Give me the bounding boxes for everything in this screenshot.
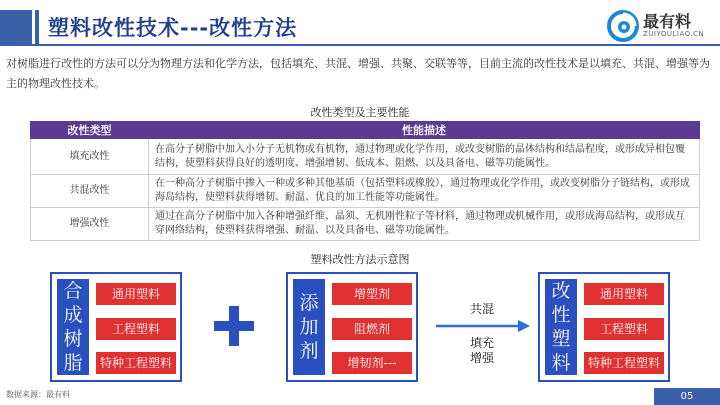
group-vertical-label: [57, 279, 89, 375]
item-pill: 阻燃剂: [332, 318, 412, 340]
item-pill: 通用塑料: [96, 283, 176, 305]
arrow-label-top: 共混: [469, 302, 494, 316]
data-source-note: 数据来源：最有料: [6, 390, 70, 399]
modified-plastic-group: [538, 272, 670, 382]
arrow-label-bottom: [432, 336, 532, 366]
row-desc-cell: 在一种高分子树脂中掺入一种或多种其他基质（包括塑料或橡胶），通过物理或化学作用，或改变树脂分子链结构，或形成海岛结构，使塑料获得增韧、耐温、优良的加工性能等功能属性。: [149, 175, 700, 208]
logo-name: 最有料: [643, 12, 692, 31]
additive-group: [286, 272, 418, 382]
table-row: [31, 208, 700, 241]
row-desc-cell: 通过在高分子树脂中加入各种增强纤维、晶须、无机刚性粒子等材料，通过物理或机械作用，或形成海岛结构，或形成互穿网络结构，使塑料获得增强、耐温、以及具备电、磁等功能属性。: [149, 208, 700, 241]
item-pill: 增韧剂---: [332, 352, 412, 374]
item-pill: 特种工程塑料: [96, 352, 176, 374]
right-arrow-icon: [432, 318, 532, 334]
table-title: 改性类型及主要性能: [310, 106, 410, 119]
header-divider: [0, 44, 720, 46]
label-char: 塑: [551, 328, 571, 350]
table-row: [31, 175, 700, 208]
modification-table: [30, 121, 700, 241]
column-header-type: 改性类型: [31, 122, 149, 139]
item-pill: 工程塑料: [96, 318, 176, 340]
label-char: 脂: [63, 352, 83, 374]
label-char: 树: [63, 328, 83, 350]
label-char: 料: [551, 352, 571, 374]
group-vertical-label: [545, 279, 577, 375]
process-arrow: [432, 300, 532, 370]
column-header-desc: 性能描述: [149, 122, 700, 139]
table-header-row: [31, 122, 700, 139]
logo-url: ZUIYOULIAO.CN: [643, 30, 705, 38]
synthetic-resin-group: [50, 272, 182, 382]
row-type-cell: 共混改性: [31, 175, 149, 208]
header-accent-stripe: [35, 10, 39, 44]
table-row: [31, 139, 700, 175]
brand-logo: [607, 6, 717, 44]
label-char: 剂: [299, 340, 319, 362]
row-type-cell: 填充改性: [31, 139, 149, 175]
intro-paragraph: 对树脂进行改性的方法可以分为物理方法和化学方法，包括填充、共混、增强、共聚、交联等等，目前主流的改性技术是以填充、共混、增强等为主的物理改性技术。: [6, 57, 710, 90]
logo-swirl-icon: [607, 10, 639, 42]
arrow-label-fill: 填充: [469, 336, 494, 350]
item-pill: 工程塑料: [584, 318, 664, 340]
label-char: 添: [299, 292, 319, 314]
page-number: 05: [654, 388, 720, 405]
item-pill: 特种工程塑料: [584, 352, 664, 374]
item-pill: 通用塑料: [584, 283, 664, 305]
header-accent-bar: [0, 10, 32, 44]
label-char: 加: [299, 316, 319, 338]
label-char: 成: [63, 304, 83, 326]
row-desc-cell: 在高分子树脂中加入小分子无机物或有机物，通过物理或化学作用，或改变树脂的晶体结构和结晶程度，或形成异相包覆结构，使塑料获得良好的透明度、增强增韧、低成本、阻燃、以及具备电、磁等功能属性。: [149, 139, 700, 175]
arrow-label-reinforce: 增强: [469, 351, 494, 365]
page-title: 塑料改性技术---改性方法: [48, 16, 298, 40]
diagram-title: 塑料改性方法示意图: [310, 253, 410, 266]
label-char: 改: [551, 280, 571, 302]
row-type-cell: 增强改性: [31, 208, 149, 241]
plus-icon: [214, 306, 254, 346]
item-pill: 增塑剂: [332, 283, 412, 305]
label-char: 合: [63, 280, 83, 302]
label-char: 性: [551, 304, 571, 326]
group-vertical-label: [293, 279, 325, 375]
